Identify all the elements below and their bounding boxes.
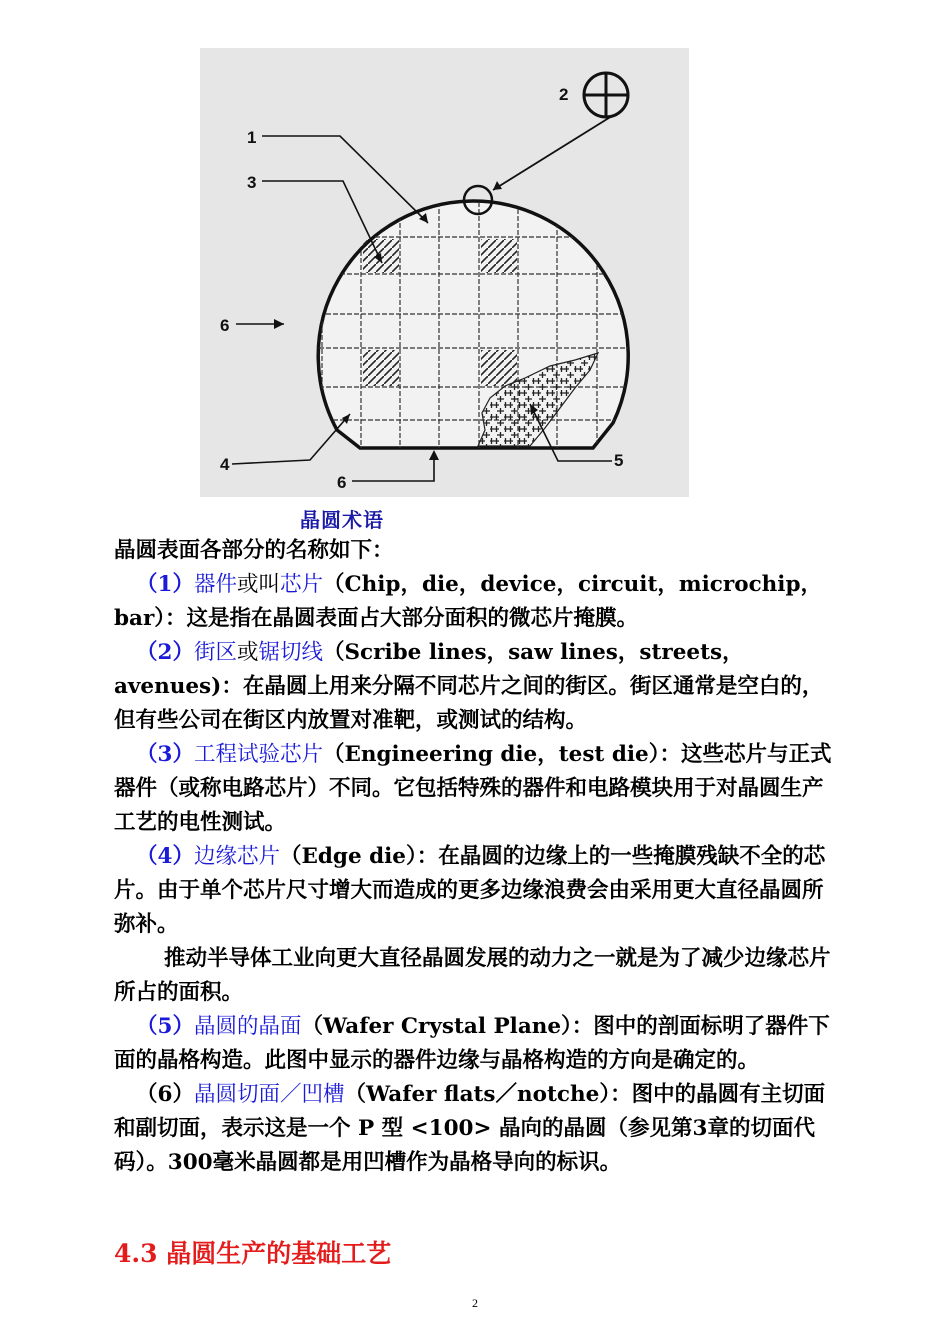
- term-item-3: [114, 738, 840, 840]
- term-keyword: 街区: [193, 640, 237, 665]
- test-die-hatch: [481, 350, 517, 386]
- paragraph: 推动半导体工业向更大直径晶圆发展的动力之一就是为了减少边缘芯片所占的面积。: [114, 946, 831, 1005]
- term-item-5: [114, 1010, 840, 1078]
- term-keyword: 工程试验芯片: [193, 742, 323, 767]
- page-number: 2: [472, 1296, 478, 1310]
- term-keyword: 晶圆切面／凹槽: [193, 1082, 345, 1107]
- term-item-2: [114, 636, 840, 738]
- item-number: （1）: [136, 572, 194, 597]
- item-number: （6）: [136, 1082, 194, 1107]
- term-description: （Wafer Crystal Plane）：图中的剖面标明了器件下面的晶格构造。此图中显示的器件边缘与晶格构造的方向是确定的。: [114, 1014, 830, 1073]
- figure-caption: 晶圆术语: [300, 508, 384, 532]
- term-description: （Edge die）：在晶圆的边缘上的一些掩膜残缺不全的芯片。由于单个芯片尺寸增大而造成的更多边缘浪费会由采用更大直径晶圆所弥补。: [114, 844, 826, 937]
- callout-5: 5: [614, 451, 624, 470]
- section-heading: 4.3 晶圆生产的基础工艺: [114, 1239, 392, 1268]
- term-connector: 或: [236, 640, 259, 665]
- wafer-terminology-figure: [200, 48, 689, 497]
- term-keyword: 芯片: [280, 572, 324, 597]
- callout-3: 3: [247, 173, 257, 192]
- callout-2: 2: [559, 85, 569, 104]
- term-keyword: 边缘芯片: [193, 844, 280, 869]
- term-description: （Chip，die，device，circuit，microchip，bar）：这是指在晶圆表面占大部分面积的微芯片掩膜。: [114, 572, 822, 631]
- term-description: （Engineering die，test die）：这些芯片与正式器件（或称电路芯片）不同。它包括特殊的器件和电路模块用于对晶圆生产工艺的电性测试。: [114, 742, 832, 835]
- callout-4: 4: [220, 455, 230, 474]
- term-item-4: [114, 840, 840, 942]
- term-item-6: [114, 1078, 840, 1180]
- intro-line: 晶圆表面各部分的名称如下：: [114, 538, 394, 563]
- term-item-1: [114, 568, 840, 636]
- term-description: （Scribe lines，saw lines，streets，avenues)：在晶圆上用来分隔不同芯片之间的街区。街区通常是空白的，但有些公司在街区内放置对准靶，或测试的结构。: [114, 640, 824, 733]
- term-connector: 或叫: [236, 572, 280, 597]
- callout-6-bottom: 6: [337, 473, 347, 492]
- item-number: （3）: [136, 742, 194, 767]
- term-keyword: 器件: [193, 572, 237, 597]
- callout-6-left: 6: [220, 316, 230, 335]
- term-keyword: 晶圆的晶面: [193, 1014, 302, 1039]
- term-description: （Wafer flats／notche）：图中的晶圆有主切面和副切面，表示这是一个 P 型 <100> 晶向的晶圆（参见第3章的切面代码）。300毫米晶圆都是用凹槽作为晶格导向的标识。: [114, 1082, 826, 1175]
- term-keyword: 锯切线: [258, 640, 324, 665]
- item-number: （5）: [136, 1014, 194, 1039]
- test-die-hatch: [481, 239, 517, 273]
- test-die-hatch: [363, 350, 399, 386]
- body-text: [114, 534, 840, 1180]
- wafer-diagram: [200, 48, 689, 497]
- item-number: （2）: [136, 640, 194, 665]
- wafer-outline: [318, 201, 628, 448]
- callout-1: 1: [247, 128, 257, 147]
- item-number: （4）: [136, 844, 194, 869]
